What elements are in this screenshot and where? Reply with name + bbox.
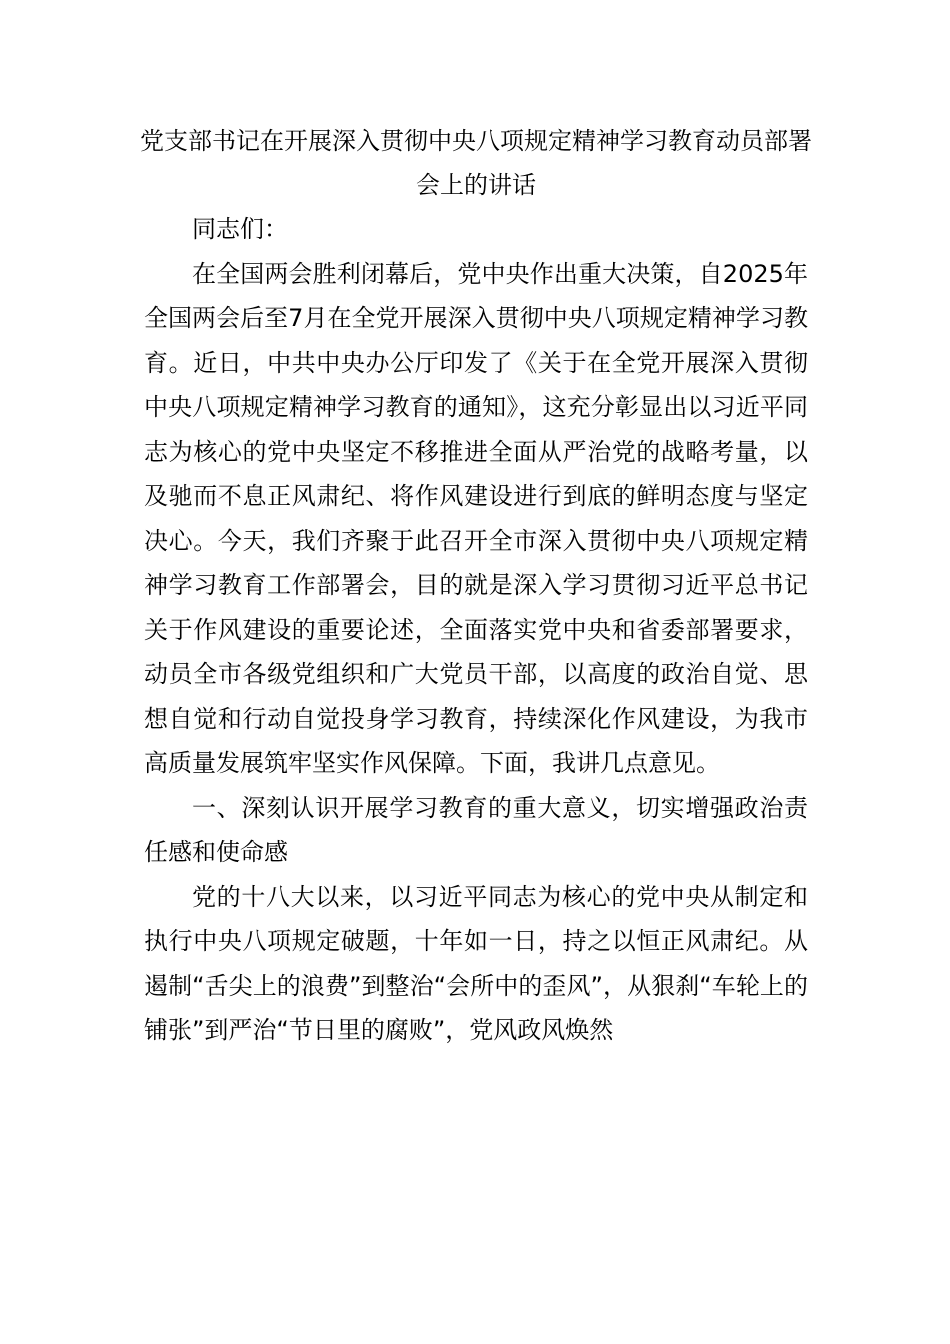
salutation: 同志们： bbox=[192, 215, 288, 243]
paragraph-section-1: 党的十八大以来，以习近平同志为核心的党中央从制定和执行中央八项规定破题，十年如一日，持之以恒正风肃纪。从遏制“舌尖上的浪费”到整治“会所中的歪风”，从狠刹“车轮上的铺张”到严治“节日里的腐败”，党风政风焕然 bbox=[144, 882, 808, 1044]
document-title: 党支部书记在开展深入贯彻中央八项规定精神学习教育动员部署会上的讲话 bbox=[140, 127, 812, 199]
section-heading-1: 一、深刻认识开展学习教育的重大意义，切实增强政治责任感和使命感 bbox=[144, 793, 808, 866]
paragraph-intro: 在全国两会胜利闭幕后，党中央作出重大决策，自2025年全国两会后至7月在全党开展深入贯彻中央八项规定精神学习教育。近日，中共中央办公厅印发了《关于在全党开展深入贯彻中央八项规定精神学习教育的通知》，这充分彰显出以习近平同志为核心的党中央坚定不移推进全面从严治党的战略考量，以及驰而不息正风肃纪、将作风建设进行到底的鲜明态度与坚定决心。今天，我们齐聚于此召开全市深入贯彻中央八项规定精神学习教育工作部署会，目的就是深入学习贯彻习近平总书记关于作风建设的重要论述，全面落实党中央和省委部署要求，动员全市各级党组织和广大党员干部，以高度的政治自觉、思想自觉和行动自觉投身学习教育，持续深化作风建设，为我市高质量发展筑牢坚实作风保障。下面，我讲几点意见。 bbox=[144, 259, 808, 777]
document-body bbox=[144, 207, 808, 1053]
